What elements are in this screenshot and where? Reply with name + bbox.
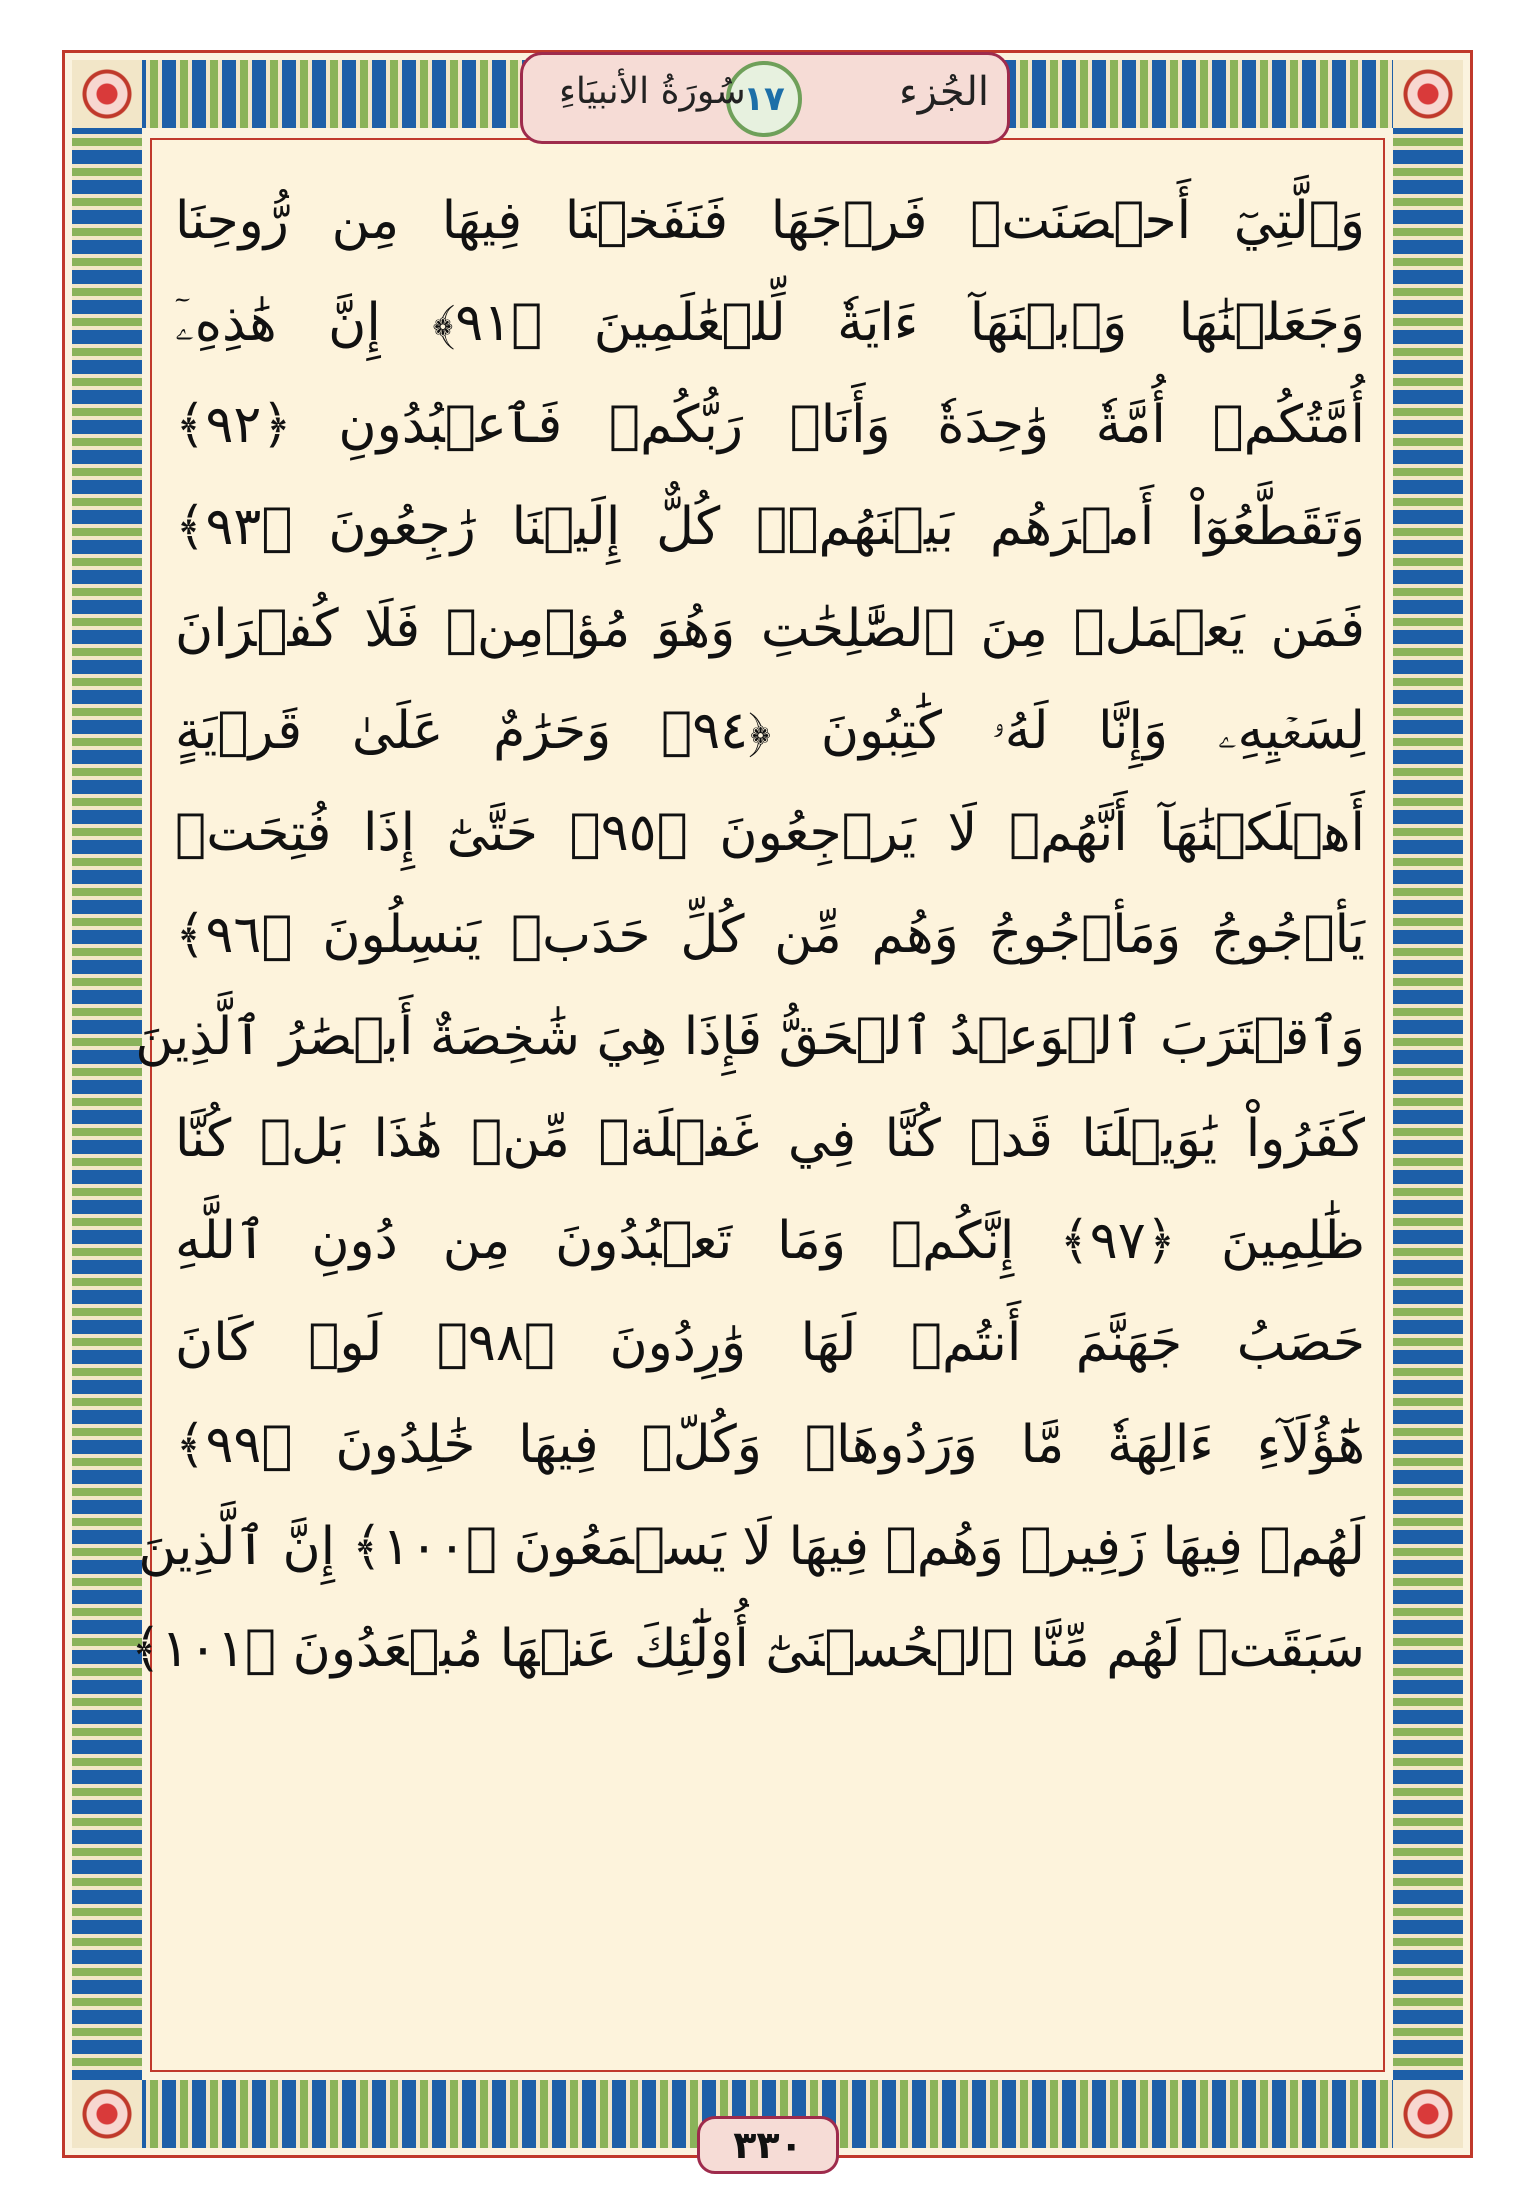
line-text: حَصَبُ جَهَنَّمَ أَنتُمۡ لَهَا وَٰرِدُونَ ﴿٩٨﴾ لَوۡ كَانَ [175, 1313, 1365, 1373]
line-text: لَهُمۡ فِيهَا زَفِيرٞ وَهُمۡ فِيهَا لَا يَسۡمَعُونَ ﴿١٠٠﴾ إِنَّ ٱلَّذِينَ [138, 1517, 1365, 1577]
line-text: وَٱلَّتِيٓ أَحۡصَنَتۡ فَرۡجَهَا فَنَفَخۡنَا فِيهَا مِن رُّوحِنَا [175, 191, 1365, 251]
page-header [520, 52, 1010, 144]
verse-lines [130, 170, 1366, 1700]
line-text: وَتَقَطَّعُوٓاْ أَمۡرَهُم بَيۡنَهُمۡۖ كُلٌّ إِلَيۡنَا رَٰجِعُونَ ﴿٩٣﴾ [175, 497, 1365, 557]
text-line [175, 782, 1365, 884]
text-line [175, 680, 1365, 782]
text-line [175, 272, 1365, 374]
line-text: ظَٰلِمِينَ ﴿٩٧﴾ إِنَّكُمۡ وَمَا تَعۡبُدُونَ مِن دُونِ ٱللَّهِ [175, 1211, 1365, 1271]
line-text: أَهۡلَكۡنَٰهَآ أَنَّهُمۡ لَا يَرۡجِعُونَ ﴿٩٥﴾ حَتَّىٰٓ إِذَا فُتِحَتۡ [175, 803, 1366, 863]
line-text: وَجَعَلۡنَٰهَا وَٱبۡنَهَآ ءَايَةٗ لِّلۡعَٰلَمِينَ ﴿٩١﴾ إِنَّ هَٰذِهِۦٓ [175, 292, 1365, 353]
line-text: يَأۡجُوجُ وَمَأۡجُوجُ وَهُم مِّن كُلِّ حَدَبٖ يَنسِلُونَ ﴿٩٦﴾ [175, 905, 1365, 965]
text-line [175, 1088, 1365, 1190]
line-text: وَٱقۡتَرَبَ ٱلۡوَعۡدُ ٱلۡحَقُّ فَإِذَا هِيَ شَٰخِصَةٌ أَبۡصَٰرُ ٱلَّذِينَ [135, 1007, 1365, 1067]
text-line [175, 1394, 1365, 1496]
text-line [130, 1598, 1365, 1700]
line-text: فَمَن يَعۡمَلۡ مِنَ ٱلصَّٰلِحَٰتِ وَهُوَ مُؤۡمِنٞ فَلَا كُفۡرَانَ [175, 599, 1365, 659]
text-line [175, 884, 1365, 986]
text-line [175, 1190, 1365, 1292]
line-text: لِسَعۡيِهِۦ وَإِنَّا لَهُۥ كَٰتِبُونَ ﴿٩٤﴾ وَحَرَٰمٌ عَلَىٰ قَرۡيَةٍ [175, 700, 1366, 761]
text-line [175, 170, 1365, 272]
juz-number: ١٧ [743, 79, 785, 119]
line-text: سَبَقَتۡ لَهُم مِّنَّا ٱلۡحُسۡنَىٰٓ أُوْلَٰٓئِكَ عَنۡهَا مُبۡعَدُونَ ﴿١٠١﴾ [130, 1619, 1365, 1679]
juz-label: الجُزء [899, 69, 989, 115]
surah-name: سُورَةُ الأنبيَاءِ [559, 71, 746, 112]
text-line [175, 578, 1365, 680]
line-text: أُمَّتُكُمۡ أُمَّةٗ وَٰحِدَةٗ وَأَنَا۠ رَبُّكُمۡ فَٱعۡبُدُونِ ﴿٩٢﴾ [175, 395, 1365, 455]
text-line [175, 1292, 1365, 1394]
text-line [175, 476, 1365, 578]
line-text: هَٰٓؤُلَآءِ ءَالِهَةٗ مَّا وَرَدُوهَاۖ وَكُلّٞ فِيهَا خَٰلِدُونَ ﴿٩٩﴾ [175, 1415, 1365, 1475]
text-line [135, 986, 1365, 1088]
page-number: ٣٣٠ [697, 2116, 839, 2174]
text-line [175, 374, 1365, 476]
line-text: كَفَرُواْ يَٰوَيۡلَنَا قَدۡ كُنَّا فِي غَفۡلَةٖ مِّنۡ هَٰذَا بَلۡ كُنَّا [175, 1109, 1365, 1169]
text-line [138, 1496, 1365, 1598]
